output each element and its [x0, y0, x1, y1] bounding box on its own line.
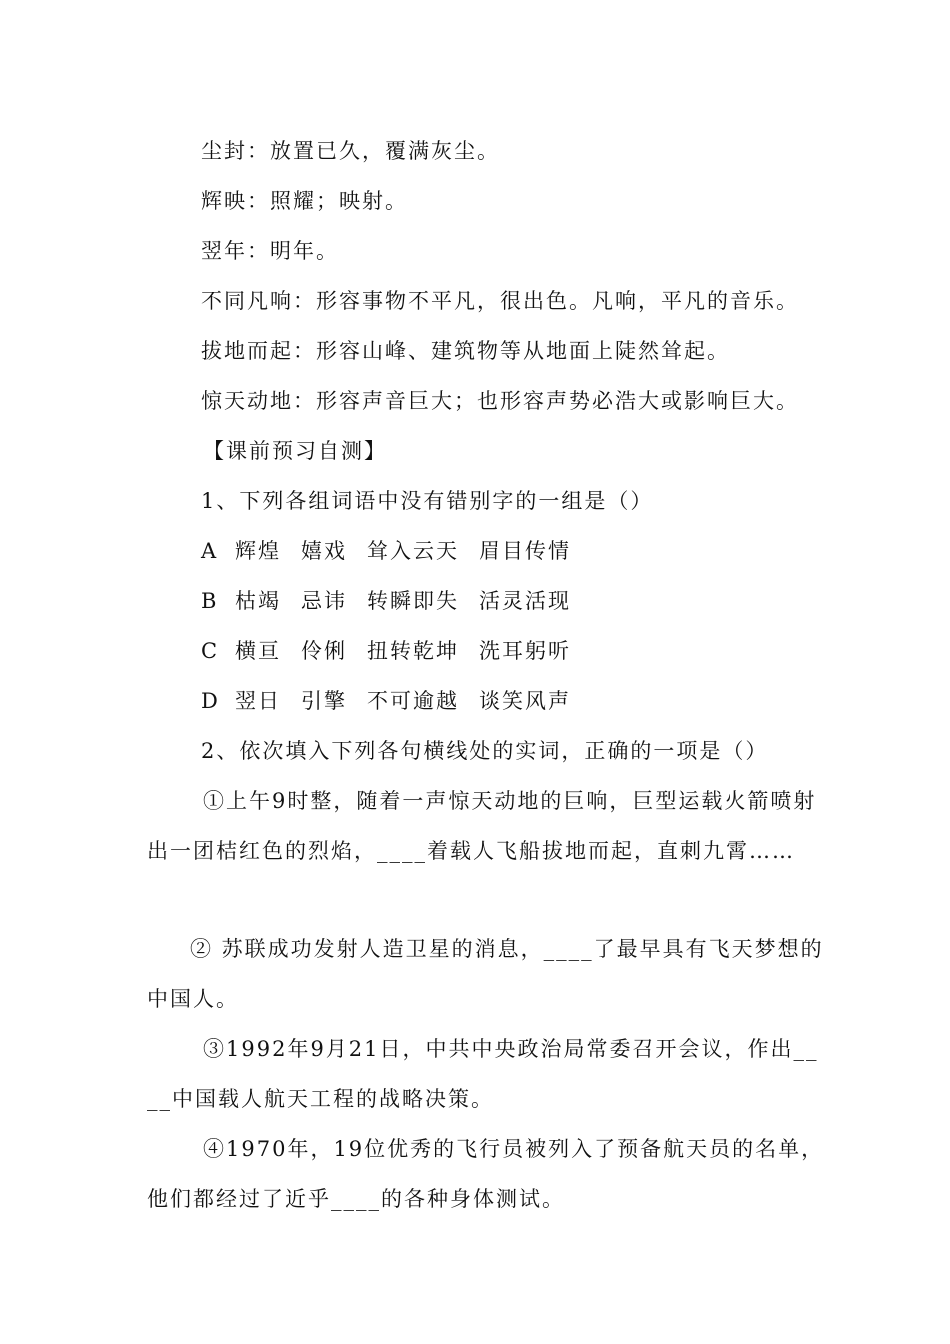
option-word: 伶俐 — [301, 639, 347, 663]
option-letter: D — [201, 689, 220, 713]
question1-option-d — [201, 687, 591, 715]
definition-yinian: 翌年：明年。 — [201, 239, 339, 263]
option-word: 引擎 — [301, 689, 347, 713]
option-word: 谈笑风声 — [479, 689, 571, 713]
question2-item2-line1: ② 苏联成功发射人造卫星的消息，____了最早具有飞天梦想的 — [190, 937, 824, 961]
question1-option-c — [201, 637, 591, 665]
definition-badierqi: 拔地而起：形容山峰、建筑物等从地面上陡然耸起。 — [201, 339, 730, 363]
option-letter: C — [201, 639, 220, 663]
definition-chenfeng: 尘封：放置已久，覆满灰尘。 — [201, 139, 500, 163]
question2-item3-line1: ③1992年9月21日，中共中央政治局常委召开会议，作出__ — [203, 1037, 819, 1061]
question2-item1-line2: 出一团桔红色的烈焰，____着载人飞船拔地而起，直刺九霄…… — [147, 839, 795, 863]
question2-item4-line1: ④1970年，19位优秀的飞行员被列入了预备航天员的名单， — [203, 1137, 825, 1161]
option-letter: A — [201, 539, 219, 563]
question2-stem: 2、依次填入下列各句横线处的实词，正确的一项是（） — [201, 739, 769, 763]
option-word: 耸入云天 — [367, 539, 459, 563]
option-word: 扭转乾坤 — [367, 639, 459, 663]
definition-huiying: 辉映：照耀；映射。 — [201, 189, 408, 213]
option-word: 忌讳 — [301, 589, 347, 613]
question2-item1-line1: ①上午9时整，随着一声惊天动地的巨响，巨型运载火箭喷射 — [203, 789, 817, 813]
section-heading: 【课前预习自测】 — [203, 439, 387, 463]
definition-jingtiandongdi: 惊天动地：形容声音巨大；也形容声势必浩大或影响巨大。 — [201, 389, 799, 413]
option-word: 洗耳躬听 — [479, 639, 571, 663]
option-word: 嬉戏 — [301, 539, 347, 563]
option-word: 转瞬即失 — [367, 589, 459, 613]
option-word: 辉煌 — [235, 539, 281, 563]
definition-butongfanxiang: 不同凡响：形容事物不平凡，很出色。凡响，平凡的音乐。 — [201, 289, 799, 313]
question2-item2-line2: 中国人。 — [147, 987, 239, 1011]
question1-option-a — [201, 537, 591, 565]
option-letter: B — [201, 589, 219, 613]
option-word: 枯竭 — [235, 589, 281, 613]
question2-item3-line2: __中国载人航天工程的战略决策。 — [147, 1087, 494, 1111]
option-word: 不可逾越 — [367, 689, 459, 713]
question2-item4-line2: 他们都经过了近乎____的各种身体测试。 — [147, 1187, 565, 1211]
question1-stem: 1、下列各组词语中没有错别字的一组是（） — [201, 489, 654, 513]
question1-option-b — [201, 587, 591, 615]
option-word: 翌日 — [235, 689, 281, 713]
option-word: 活灵活现 — [479, 589, 571, 613]
option-word: 眉目传情 — [479, 539, 571, 563]
option-word: 横亘 — [235, 639, 281, 663]
